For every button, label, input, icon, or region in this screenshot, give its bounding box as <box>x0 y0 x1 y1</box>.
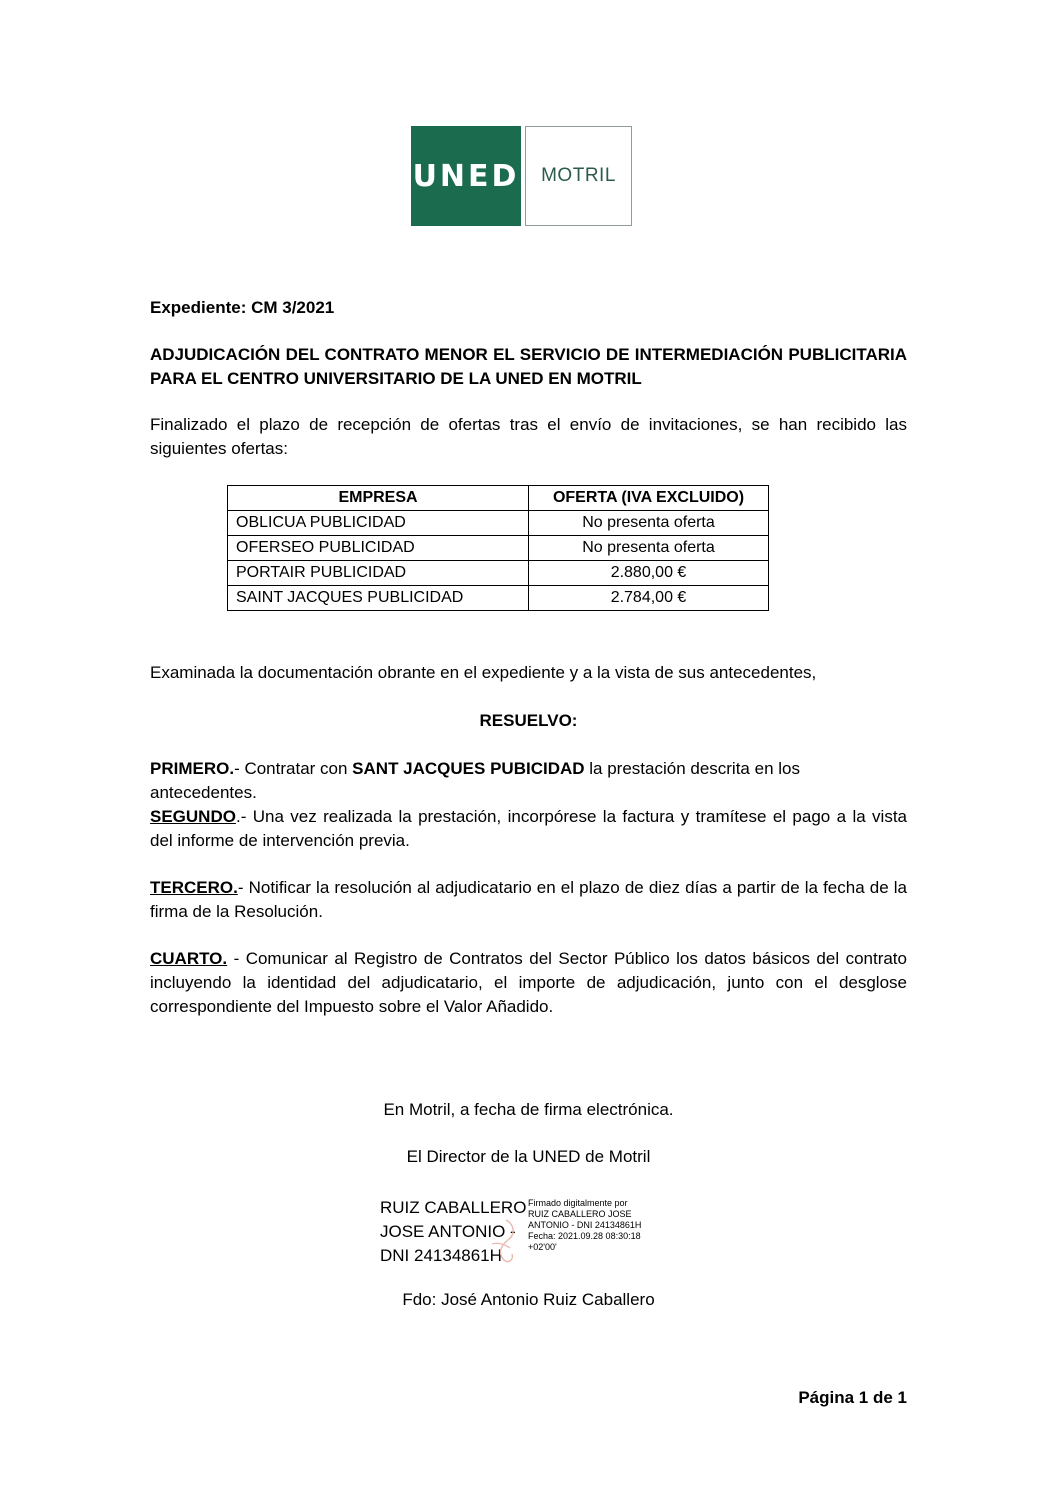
cell-empresa: PORTAIR PUBLICIDAD <box>228 561 529 586</box>
signature-name-line: DNI 24134861H <box>380 1246 502 1265</box>
cuarto-label: CUARTO. <box>150 949 228 968</box>
tercero-text: - Notificar la resolución al adjudicatario en el plazo de diez días a partir de la fecha de la firma de la Resolución. <box>150 878 907 921</box>
table-header-row <box>228 486 769 511</box>
signature-meta-line: ANTONIO - DNI 24134861H <box>528 1220 642 1230</box>
logo-motril-text: MOTRIL <box>541 165 616 186</box>
primero-label: PRIMERO. <box>150 759 235 778</box>
table-row <box>228 561 769 586</box>
primero-text-a: - Contratar con <box>234 759 353 778</box>
signature-name-line: JOSE ANTONIO - <box>380 1222 516 1241</box>
header-oferta: OFERTA (IVA EXCLUIDO) <box>529 486 769 511</box>
cell-oferta: No presenta oferta <box>529 536 769 561</box>
signed-by: Fdo: José Antonio Ruiz Caballero <box>402 1290 655 1309</box>
logo-green-block <box>411 126 521 226</box>
document-title: ADJUDICACIÓN DEL CONTRATO MENOR EL SERVICIO DE INTERMEDIACIÓN PUBLICITARIA PARA EL CENTRO UNIVERSITARIO DE LA UNED EN MOTRIL <box>150 345 907 388</box>
header-empresa: EMPRESA <box>228 486 529 511</box>
segundo-label: SEGUNDO <box>150 807 236 826</box>
resuelvo-heading: RESUELVO: <box>479 711 578 730</box>
director-title: El Director de la UNED de Motril <box>406 1147 651 1166</box>
cell-empresa: OFERSEO PUBLICIDAD <box>228 536 529 561</box>
offers-table <box>227 485 769 611</box>
cuarto-paragraph <box>150 947 907 1019</box>
logo-white-block <box>525 126 632 226</box>
tercero-paragraph <box>150 876 907 924</box>
intro-paragraph: Finalizado el plazo de recepción de ofertas tras el envío de invitaciones, se han recibido las siguientes ofertas: <box>150 415 907 458</box>
table-row <box>228 536 769 561</box>
uned-motril-logo <box>411 126 632 226</box>
cell-empresa: OBLICUA PUBLICIDAD <box>228 511 529 536</box>
expediente-number: Expediente: CM 3/2021 <box>150 298 335 317</box>
signature-meta-line: +02'00' <box>528 1242 557 1252</box>
page-number: Página 1 de 1 <box>798 1388 907 1407</box>
cuarto-text: - Comunicar al Registro de Contratos del Sector Público los datos básicos del contrato incluyendo la identidad del adjudicatario, el importe de adjudicación, junto con el desglose correspondiente del Impuesto sobre el Valor Añadido. <box>150 949 907 1016</box>
logo-uned-text: UNED <box>412 158 520 194</box>
cell-oferta: 2.784,00 € <box>529 586 769 611</box>
tercero-label: TERCERO. <box>150 878 238 897</box>
table-row <box>228 586 769 611</box>
signature-meta-line: Firmado digitalmente por <box>528 1198 628 1208</box>
table-row <box>228 511 769 536</box>
signature-name-line: RUIZ CABALLERO <box>380 1198 527 1217</box>
examinada-paragraph: Examinada la documentación obrante en el expediente y a la vista de sus antecedentes, <box>150 663 817 682</box>
cell-empresa: SAINT JACQUES PUBLICIDAD <box>228 586 529 611</box>
signature-stamp-icon <box>486 1214 526 1266</box>
place-date: En Motril, a fecha de firma electrónica. <box>383 1100 674 1119</box>
segundo-paragraph <box>150 805 907 853</box>
segundo-text: .- Una vez realizada la prestación, incorpórese la factura y tramítese el pago a la vista del informe de intervención previa. <box>150 807 907 850</box>
signature-meta-line: RUIZ CABALLERO JOSE <box>528 1209 632 1219</box>
signature-meta-line: Fecha: 2021.09.28 08:30:18 <box>528 1231 641 1241</box>
signature-metadata <box>528 1198 641 1253</box>
primero-text-b: la prestación descrita en los antecedentes. <box>150 759 800 802</box>
primero-paragraph <box>150 757 907 805</box>
cell-oferta: No presenta oferta <box>529 511 769 536</box>
primero-company: SANT JACQUES PUBICIDAD <box>352 759 585 778</box>
cell-oferta: 2.880,00 € <box>529 561 769 586</box>
